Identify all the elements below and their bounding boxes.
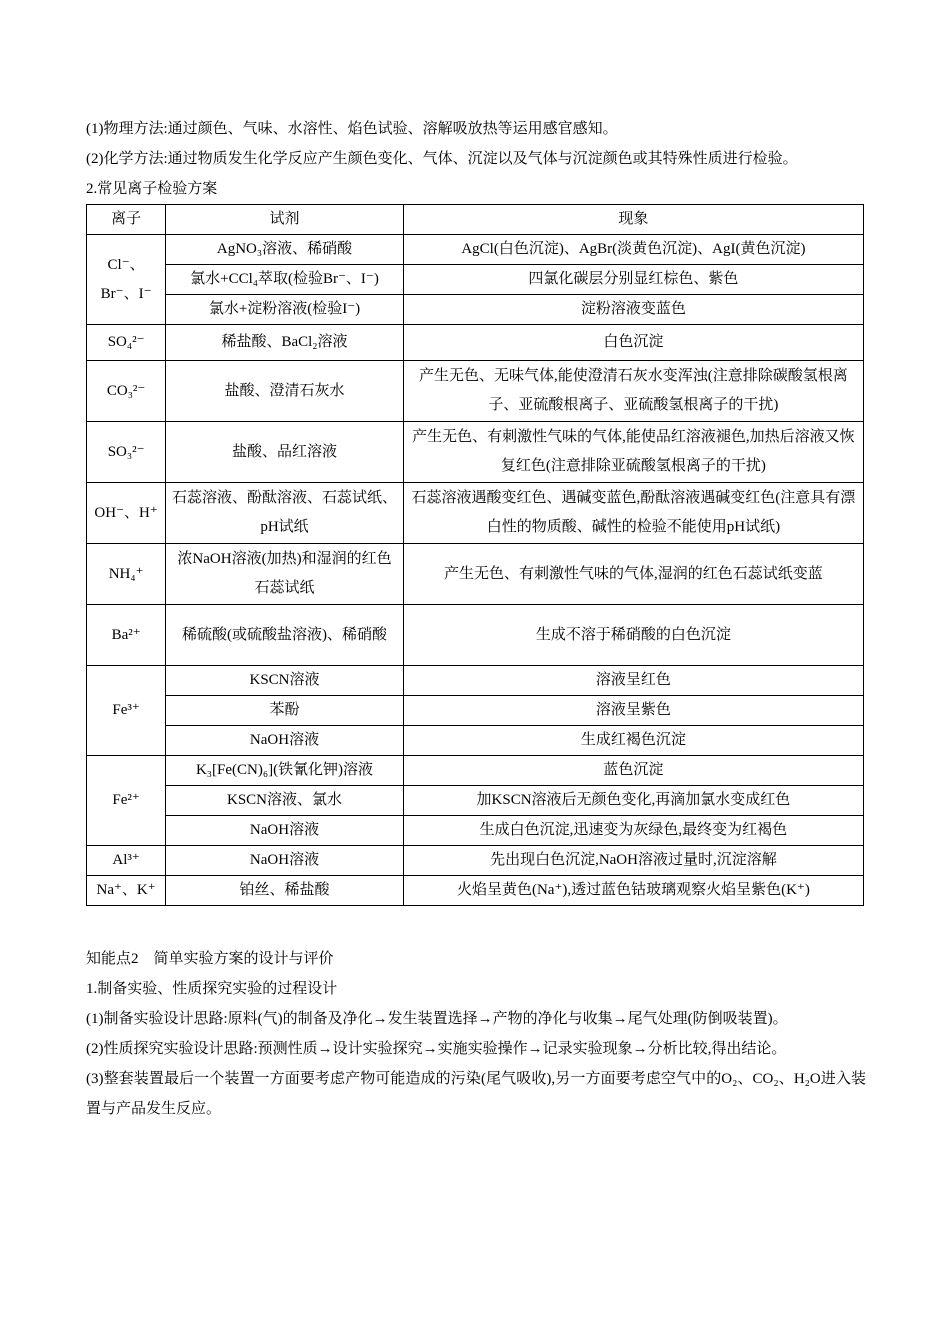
ion-cell: Al³⁺ bbox=[87, 846, 166, 876]
phenomenon-cell: 淀粉溶液变蓝色 bbox=[403, 295, 863, 325]
phenomenon-cell: 生成不溶于稀硝酸的白色沉淀 bbox=[403, 605, 863, 666]
table-row bbox=[87, 876, 864, 906]
table-row bbox=[87, 422, 864, 483]
section-heading-process-design: 1.制备实验、性质探究实验的过程设计 bbox=[86, 981, 338, 997]
table-row bbox=[87, 605, 864, 666]
reagent-cell: 铂丝、稀盐酸 bbox=[166, 876, 404, 906]
reagent-cell: AgNO₃溶液、稀硝酸 bbox=[166, 235, 404, 265]
phenomenon-cell: 四氯化碳层分别显红棕色、紫色 bbox=[403, 265, 863, 295]
phenomenon-cell: 产生无色、无味气体,能使澄清石灰水变浑浊(注意排除碳酸氢根离子、亚硫酸根离子、亚硫酸氢根离子的干扰) bbox=[403, 361, 863, 422]
preparation-design-paragraph: (1)制备实验设计思路:原料(气)的制备及净化→发生装置选择→产物的净化与收集→尾气处理(防倒吸装置)。 bbox=[86, 1011, 788, 1027]
ion-cell: Fe³⁺ bbox=[87, 666, 166, 756]
reagent-cell: 氯水+CCl₄萃取(检验Br⁻、I⁻) bbox=[166, 265, 404, 295]
phenomenon-cell: 溶液呈紫色 bbox=[403, 696, 863, 726]
table-row bbox=[87, 361, 864, 422]
ion-cell: Fe²⁺ bbox=[87, 756, 166, 846]
reagent-cell: 稀硫酸(或硫酸盐溶液)、稀硝酸 bbox=[166, 605, 404, 666]
reagent-cell: NaOH溶液 bbox=[166, 846, 404, 876]
phenomenon-cell: 生成白色沉淀,迅速变为灰绿色,最终变为红褐色 bbox=[403, 816, 863, 846]
header-ion: 离子 bbox=[87, 205, 166, 235]
phenomenon-cell: 先出现白色沉淀,NaOH溶液过量时,沉淀溶解 bbox=[403, 846, 863, 876]
reagent-cell: NaOH溶液 bbox=[166, 726, 404, 756]
reagent-cell: 氯水+淀粉溶液(检验I⁻) bbox=[166, 295, 404, 325]
table-row bbox=[87, 265, 864, 295]
phenomenon-cell: 加KSCN溶液后无颜色变化,再滴加氯水变成红色 bbox=[403, 786, 863, 816]
intro-physical-method: (1)物理方法:通过颜色、气味、水溶性、焰色试验、溶解吸放热等运用感官感知。 bbox=[86, 121, 618, 137]
ion-cell: SO₃²⁻ bbox=[87, 422, 166, 483]
header-reagent: 试剂 bbox=[166, 205, 404, 235]
reagent-cell: 苯酚 bbox=[166, 696, 404, 726]
ion-cell: NH₄⁺ bbox=[87, 544, 166, 605]
table-row bbox=[87, 544, 864, 605]
intro-chemical-method: (2)化学方法:通过物质发生化学反应产生颜色变化、气体、沉淀以及气体与沉淀颜色或其特殊性质进行检验。 bbox=[86, 151, 798, 167]
reagent-cell: K₃[Fe(CN)₆](铁氰化钾)溶液 bbox=[166, 756, 404, 786]
phenomenon-cell: 蓝色沉淀 bbox=[403, 756, 863, 786]
phenomenon-cell: AgCl(白色沉淀)、AgBr(淡黄色沉淀)、AgI(黄色沉淀) bbox=[403, 235, 863, 265]
phenomenon-cell: 产生无色、有刺激性气味的气体,能使品红溶液褪色,加热后溶液又恢复红色(注意排除亚硫酸氢根离子的干扰) bbox=[403, 422, 863, 483]
table-row bbox=[87, 325, 864, 361]
table-row bbox=[87, 666, 864, 696]
ion-cell: Na⁺、K⁺ bbox=[87, 876, 166, 906]
phenomenon-cell: 溶液呈红色 bbox=[403, 666, 863, 696]
table-row bbox=[87, 726, 864, 756]
section-experiment-design bbox=[86, 944, 866, 1124]
ion-cell: OH⁻、H⁺ bbox=[87, 483, 166, 544]
table-row bbox=[87, 756, 864, 786]
phenomenon-cell: 石蕊溶液遇酸变红色、遇碱变蓝色,酚酞溶液遇碱变红色(注意具有漂白性的物质酸、碱性的检验不能使用pH试纸) bbox=[403, 483, 863, 544]
table-row bbox=[87, 816, 864, 846]
property-exploration-paragraph: (2)性质探究实验设计思路:预测性质→设计实验探究→实施实验操作→记录实验现象→分析比较,得出结论。 bbox=[86, 1041, 787, 1057]
document-page bbox=[86, 114, 866, 1124]
reagent-cell: 盐酸、品红溶液 bbox=[166, 422, 404, 483]
ion-test-table bbox=[86, 204, 864, 906]
reagent-cell: NaOH溶液 bbox=[166, 816, 404, 846]
table-row bbox=[87, 846, 864, 876]
table-row bbox=[87, 696, 864, 726]
table-header-row bbox=[87, 205, 864, 235]
reagent-cell: 盐酸、澄清石灰水 bbox=[166, 361, 404, 422]
section-title: 知能点2 简单实验方案的设计与评价 bbox=[86, 951, 334, 967]
reagent-cell: KSCN溶液 bbox=[166, 666, 404, 696]
header-phenomenon: 现象 bbox=[403, 205, 863, 235]
ion-cell: Cl⁻、Br⁻、I⁻ bbox=[87, 235, 166, 325]
apparatus-note-paragraph: (3)整套装置最后一个装置一方面要考虑产物可能造成的污染(尾气吸收),另一方面要考虑空气中的O₂、CO₂、H₂O进入装置与产品发生反应。 bbox=[86, 1071, 866, 1117]
phenomenon-cell: 生成红褐色沉淀 bbox=[403, 726, 863, 756]
section-heading-ion-tests: 2.常见离子检验方案 bbox=[86, 181, 218, 197]
reagent-cell: KSCN溶液、氯水 bbox=[166, 786, 404, 816]
ion-cell: SO₄²⁻ bbox=[87, 325, 166, 361]
table-row bbox=[87, 786, 864, 816]
table-row bbox=[87, 235, 864, 265]
ion-cell: CO₃²⁻ bbox=[87, 361, 166, 422]
reagent-cell: 石蕊溶液、酚酞溶液、石蕊试纸、pH试纸 bbox=[166, 483, 404, 544]
reagent-cell: 浓NaOH溶液(加热)和湿润的红色石蕊试纸 bbox=[166, 544, 404, 605]
phenomenon-cell: 产生无色、有刺激性气味的气体,湿润的红色石蕊试纸变蓝 bbox=[403, 544, 863, 605]
ion-cell: Ba²⁺ bbox=[87, 605, 166, 666]
reagent-cell: 稀盐酸、BaCl₂溶液 bbox=[166, 325, 404, 361]
phenomenon-cell: 白色沉淀 bbox=[403, 325, 863, 361]
phenomenon-cell: 火焰呈黄色(Na⁺),透过蓝色钴玻璃观察火焰呈紫色(K⁺) bbox=[403, 876, 863, 906]
table-row bbox=[87, 483, 864, 544]
table-row bbox=[87, 295, 864, 325]
